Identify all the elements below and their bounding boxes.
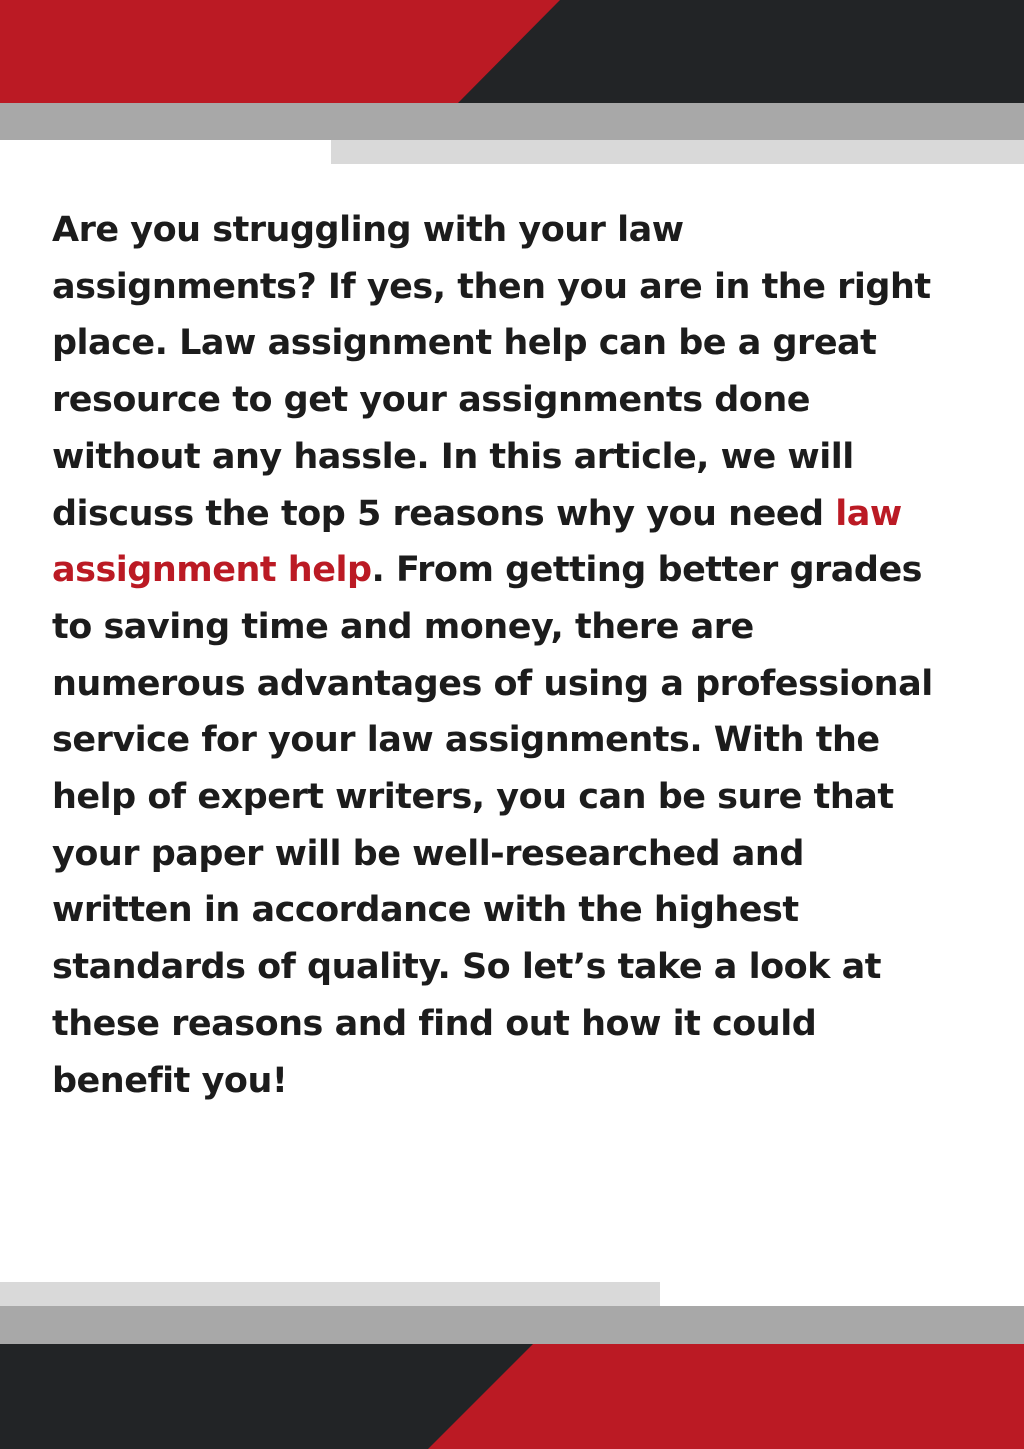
paragraph-line: written in accordance with the highest: [52, 890, 799, 931]
footer-gray-stripe: [0, 1306, 1024, 1344]
paragraph-text: discuss the top 5 reasons why you need: [52, 493, 836, 534]
paragraph-line: numerous advantages of using a professional: [52, 663, 933, 704]
header-gray-stripe: [0, 103, 1024, 140]
law-assignment-help-link[interactable]: assignment help: [52, 550, 372, 591]
paragraph-line: assignments? If yes, then you are in the right: [52, 266, 931, 307]
paragraph-line: to saving time and money, there are: [52, 606, 754, 647]
paragraph-text: . From getting better grades: [371, 550, 923, 591]
paragraph-line: resource to get your assignments done: [52, 380, 810, 421]
paragraph-line: your paper will be well-researched and: [52, 833, 804, 874]
paragraph-line: service for your law assignments. With the: [52, 720, 880, 761]
paragraph-line: [52, 542, 982, 599]
header-light-stripe: [331, 140, 1024, 164]
paragraph-line: place. Law assignment help can be a great: [52, 323, 877, 364]
paragraph-line: help of expert writers, you can be sure that: [52, 777, 894, 818]
paragraph-line: standards of quality. So let’s take a look at: [52, 947, 881, 988]
paragraph-line: these reasons and find out how it could: [52, 1003, 817, 1044]
footer-light-stripe: [0, 1282, 660, 1306]
paragraph-line: without any hassle. In this article, we will: [52, 436, 854, 477]
paragraph-line: [52, 486, 982, 543]
article-paragraph: [52, 202, 982, 1109]
paragraph-line: benefit you!: [52, 1060, 288, 1101]
law-assignment-help-link[interactable]: law: [835, 493, 902, 534]
paragraph-line: Are you struggling with your law: [52, 210, 684, 250]
